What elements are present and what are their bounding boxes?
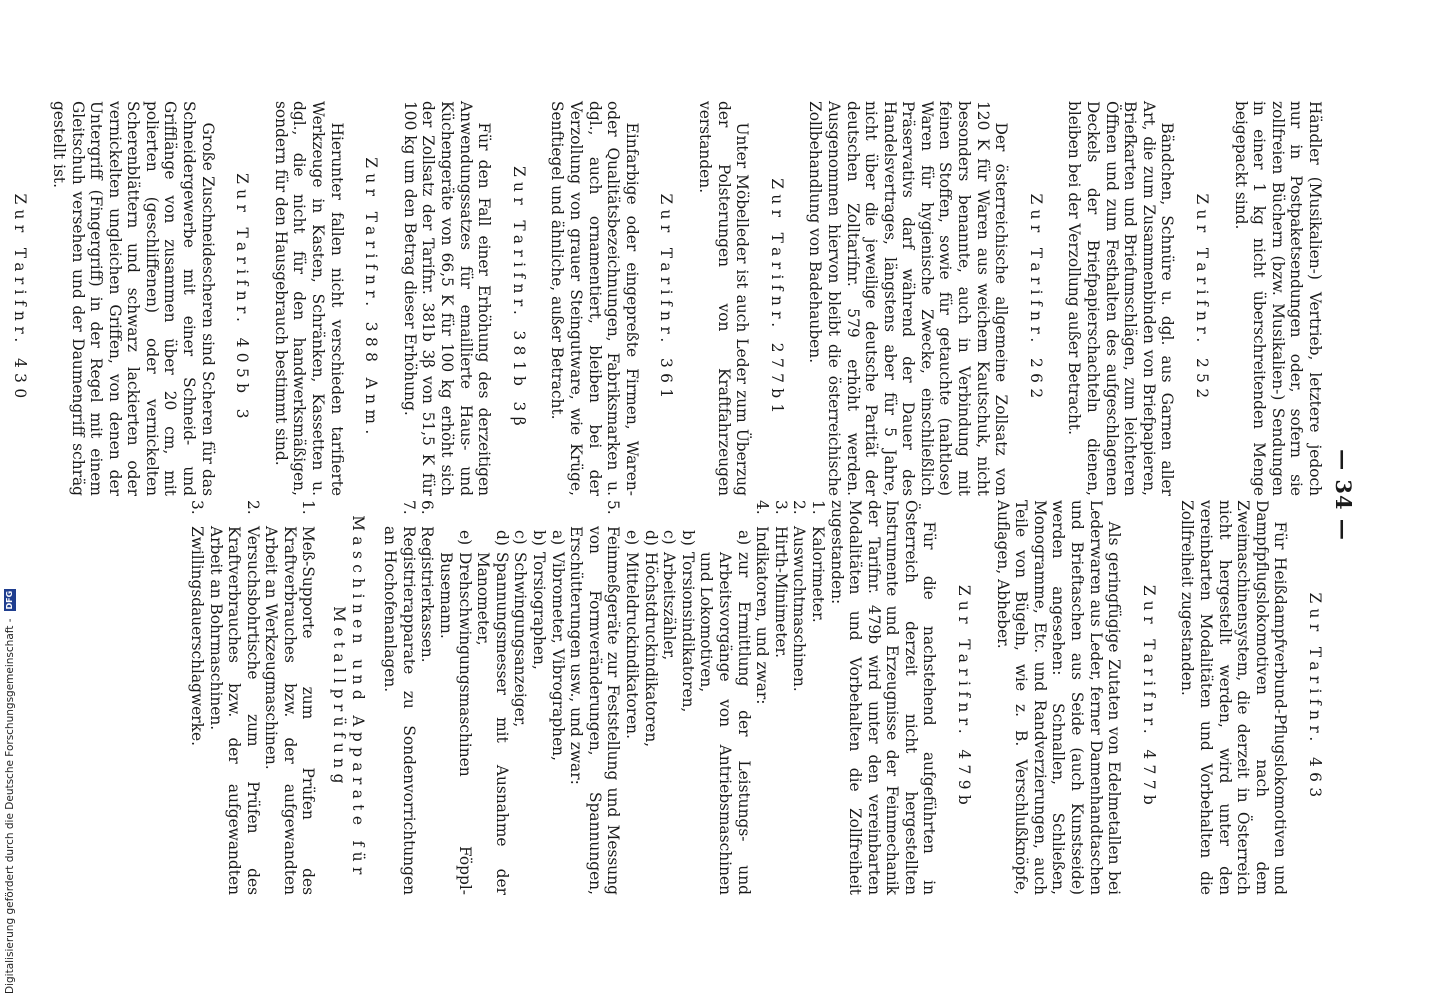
paragraph-381b: Für den Fall einer Erhöhung des derzeitigen Anwendungssatzes für emaillierte Haus- und Küchengeräte von 66,5 K für 100 kg erhöht sich der Zollsatz der Tarifnr. 381b 3β von 51,5 K für 100 kg um den Betrag dieser Erhöhung.: [400, 101, 494, 496]
list-item: [622, 500, 641, 895]
list-number: 7.: [399, 500, 418, 515]
paragraph-388: Hierunter fallen nicht verschieden tarifierte Werkzeuge in Kasten, Schränken, Kassetten u. dgl., die nicht für den handwerksmäßigen, sondern für den Hausgebrauch bestimmt sind.: [271, 101, 346, 496]
section-heading-430: Zur Tarifnr. 430: [11, 193, 30, 404]
paragraph-361: Einfarbige oder eingepreßte Firmen, Waren- oder Qualitätsbezeichnungen, Fabriksmarken u. dgl., auch ornamentiert, bleiben bei der Verzollung von grauer Steingutware, wie Krüge, Senftiegel und ähnliche, außer Betracht.: [548, 101, 641, 496]
list-number: 5.: [604, 500, 623, 515]
section-heading-252: Zur Tarifnr. 252: [1193, 193, 1212, 404]
list-item: [381, 500, 418, 895]
section-heading-277b1: Zur Tarifnr. 277b1: [767, 178, 786, 419]
list-letter: a): [734, 530, 753, 546]
list-number: 3.: [771, 500, 790, 515]
section-heading-metal-testing: Maschinen und Apparate für Metallprüfung: [330, 515, 367, 880]
list-item: [790, 500, 809, 895]
list-item: [548, 500, 567, 895]
list-number: 6.: [418, 500, 437, 515]
indicator-sublist: [622, 500, 752, 895]
list-item: [697, 500, 753, 895]
list-item: [641, 500, 660, 895]
list-text: Arbeitszähler,: [660, 552, 679, 661]
paragraph-463: Für Heißdampfverbund-Pflugslokomotiven und Dampfpflugslokomotiven nach dem Zweimaschinensystem, die derzeit in Österreich nicht hergestellt werden, wird unter den vereinbarten Modalitäten und Vorbehalten die Zollfreiheit zugestanden.: [1178, 500, 1290, 895]
paragraph-277b1: Unter Möbelleder ist auch Leder zum Überzug der Polsterungen von Kraftfahrzeugen verstanden.: [695, 101, 752, 496]
list-text: Vibrometer, Vibrographen,: [548, 552, 567, 761]
list-text: Indikatoren, und zwar:: [753, 526, 772, 705]
list-letter: a): [548, 530, 567, 546]
list-letter: c): [511, 530, 530, 545]
list-item: [262, 500, 318, 895]
list-text: Drehschwingungsmaschinen Föppl-Busemann.: [437, 552, 474, 895]
section-heading-262: Zur Tarifnr. 262: [1026, 193, 1045, 404]
list-number: 2.: [243, 500, 262, 515]
list-number: 1.: [808, 500, 827, 515]
paragraph-405b: Große Zuschneidescheren sind Scheren für das Schneidergewerbe mit einer Schneid- und Grifflänge von zusammen über 20 cm, mit polierten (geschliffenen) oder vernickelten Scherenblättern und schwarz lackierten oder vernickelten ungleichen Griffen, von denen der Untergriff (Fingergriff) in der Regel mit einem Gleitschuh versehen und der Daumengriff schräg gestellt ist.: [49, 101, 217, 496]
section-heading-463: Zur Tarifnr. 463: [1306, 592, 1324, 803]
list-item: [771, 500, 790, 895]
paragraph-intro: Händler (Musikalien-) Vertrieb, letztere jedoch nur in Postpaketsendungen oder, sofern sie zollfreien Büchern (bzw. Musikalien-) Sendungen in einer 1 kg nicht überschreitenden Menge beigepackt sind.: [1231, 101, 1324, 496]
section-heading-361: Zur Tarifnr. 361: [657, 193, 676, 404]
list-text: Auswuchtmaschinen.: [790, 526, 809, 692]
list-item: [529, 500, 548, 895]
list-text: Registrierkassen.: [418, 526, 437, 663]
digitization-note-text: Digitalisierung gefördert durch die Deutsche Forschungsgemeinschaft -: [4, 618, 16, 994]
machine-list: [187, 500, 317, 895]
digitization-note: [0, 0, 20, 1000]
dfg-logo: DFG: [5, 590, 14, 610]
list-letter: d): [641, 530, 660, 546]
list-item: [808, 500, 827, 895]
list-number: 4.: [753, 500, 772, 515]
list-text: zur Ermittlung der Leistungs- und Arbeitsvorgänge von Antriebsmaschinen und Lokomotiven,: [697, 552, 753, 895]
list-text: Meß-Supporte zum Prüfen des Kraftverbrauches bzw. der aufgewandten Arbeit an Werkzeugmaschinen.: [262, 526, 318, 895]
list-text: Torsiographen,: [530, 552, 549, 670]
list-text: Feinmeßgeräte zur Feststellung und Messung von Formveränderungen, Spannungen, Erschütterungen usw., und zwar:: [567, 526, 623, 895]
list-item: [567, 500, 623, 895]
section-heading-479b: Zur Tarifnr. 479b: [955, 584, 974, 811]
paragraph-262: Der österreichische allgemeine Zollsatz von 120 K für Waren aus weichem Kautschuk, nicht besonders benannte, auch in Verbindung mit feinen Stoffen, sowie für getauchte (nahtlose) Waren für hygienische Zwecke, einschließlich Präservativs darf während der Dauer des Handelsvertrages, längstens aber für 5 Jahre, nicht über die jeweilige deutsche Parität der deutschen Zolltarifnr. 579 erhöht werden. Ausgenommen hiervon bleibt die österreichische Zollbehandlung von Badehauben.: [806, 101, 1011, 496]
list-text: Höchstdruckindikatoren,: [641, 552, 660, 748]
list-text: Hirth-Minimeter.: [771, 526, 790, 659]
list-letter: b): [678, 530, 697, 546]
list-text: Schwingungsanzeiger,: [511, 552, 530, 728]
list-item: [418, 500, 437, 895]
paragraph-479b: Für die nachstehend aufgeführten in Österreich derzeit nicht hergestellten Instrumente und Erzeugnisse der Feinmechanik der Tarifnr. 479b wird unter den vereinbarten Modalitäten und Vorbehalten die Zollfreiheit zugestanden:: [827, 500, 939, 895]
page-number: — 34 —: [1331, 449, 1356, 541]
list-text: Registrierapparate zu Sondenvorrichtungen an Hochofenanlagen.: [381, 526, 418, 895]
list-text: Spannungsmesser mit Ausnahme der Manometer,: [474, 552, 511, 895]
instrument-list: [753, 500, 827, 895]
list-letter: b): [530, 530, 549, 546]
list-item: [187, 500, 206, 895]
left-column: [0, 101, 1324, 496]
section-heading-405b: Zur Tarifnr. 405b 3: [233, 173, 252, 424]
list-text: Mitteldruckindikatoren.: [623, 552, 641, 739]
instrument-list-cont: [567, 500, 623, 895]
list-number: 2.: [790, 500, 809, 515]
section-heading-477b: Zur Tarifnr. 477b: [1139, 584, 1158, 811]
list-item: [753, 500, 772, 895]
section-heading-381b: Zur Tarifnr. 381b 3β: [509, 165, 528, 432]
list-item: [474, 500, 511, 895]
list-letter: c): [660, 530, 679, 545]
paragraph-477b: Als geringfügige Zutaten von Edelmetallen bei Lederwaren aus Leder, ferner Damenhandtaschen und Brieftaschen aus Seide (auch Kunstseide) werden angesehen: Schnallen, Schließen, Monogramme, Etc. und Randverzierungen, auch Teile von Bügeln, wie z. B. Verschlußknöpfe, Auflagen, Abheber.: [993, 500, 1124, 895]
instrument-list-end: [381, 500, 437, 895]
list-number: 1.: [299, 500, 318, 515]
list-item: [678, 500, 697, 895]
measuring-sublist: [436, 500, 566, 895]
list-text: Kalorimeter.: [808, 526, 827, 623]
section-heading-388: Zur Tarifnr. 388 Anm.: [362, 157, 381, 440]
list-item: [436, 500, 473, 895]
list-text: Zwillingsdauerschlagwerke.: [187, 526, 206, 746]
list-letter: e): [623, 530, 641, 546]
list-letter: d): [492, 530, 511, 546]
list-item: [660, 500, 679, 895]
list-text: Versuchsbohrtische zum Prüfen des Kraftverbrauches bzw. der aufgewandten Arbeit an Bohrmaschinen.: [206, 526, 262, 895]
list-number: 3.: [187, 500, 206, 515]
paragraph-252: Bändchen, Schnüre u. dgl. aus Garnen aller Art, die zum Zusammenbinden von Briefpapieren, Briefkarten und Briefumschlägen, zum leichteren Öffnen und zum Festhalten des aufgeschlagenen Deckels der Briefpapierschachteln dienen, bleiben bei der Verzollung außer Betracht.: [1065, 101, 1177, 496]
right-column: [187, 500, 1324, 895]
list-item: [206, 500, 262, 895]
list-letter: e): [455, 530, 474, 546]
list-text: Torsionsindikatoren,: [678, 552, 697, 713]
list-item: [511, 500, 530, 895]
